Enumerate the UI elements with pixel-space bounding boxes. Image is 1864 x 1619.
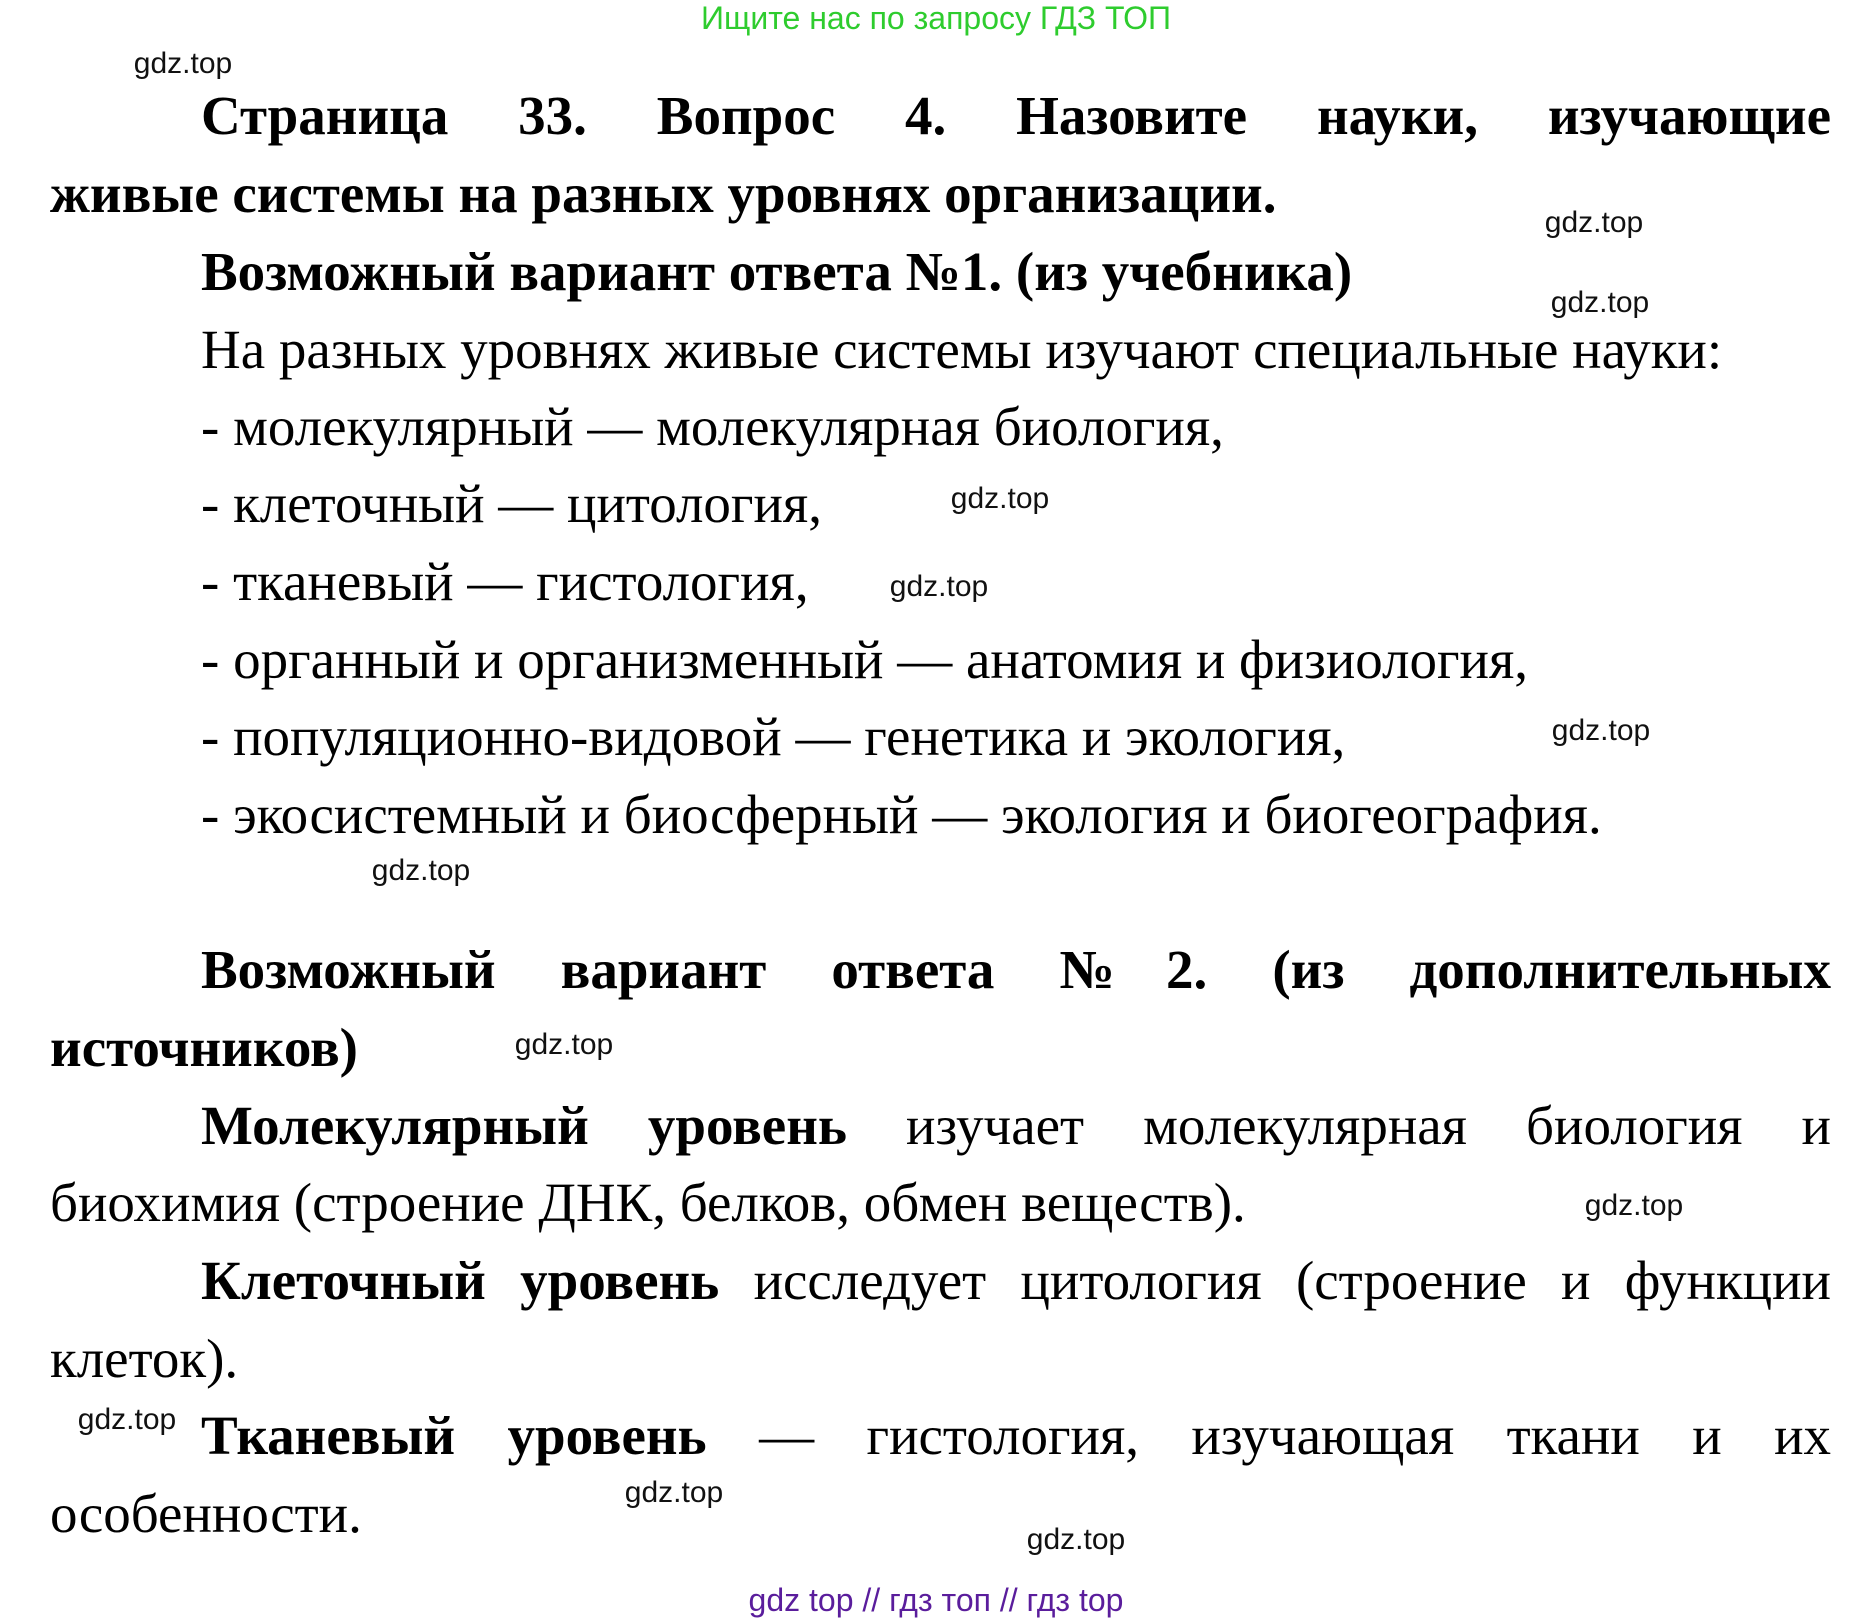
paragraph-text: изучает молекулярная биология и: [846, 1095, 1831, 1156]
paragraph-cellular-cont: клеток).: [50, 1328, 239, 1389]
answer2-heading-line-2: источников): [50, 1017, 358, 1078]
watermark: gdz.top: [624, 1476, 724, 1509]
watermark: gdz.top: [1026, 1523, 1126, 1556]
question-line-1: [201, 86, 1831, 146]
paragraph-molecular: [201, 1096, 1831, 1156]
paragraph-tissue: [201, 1406, 1831, 1466]
list-item: - экосистемный и биосферный — экология и биогеография.: [201, 784, 1602, 845]
question-word: изучающие: [1547, 85, 1832, 146]
watermark: gdz.top: [133, 47, 233, 80]
watermark: gdz.top: [1584, 1189, 1684, 1222]
question-word: науки,: [1316, 85, 1478, 146]
watermark: gdz.top: [1551, 714, 1651, 747]
paragraph-tissue-cont: особенности.: [50, 1483, 362, 1544]
list-item: - тканевый — гистология,: [201, 551, 809, 612]
list-item: - органный и организменный — анатомия и физиология,: [201, 629, 1529, 690]
paragraph-text: исследует цитология (строение и функции: [719, 1250, 1831, 1311]
watermark: gdz.top: [77, 1403, 177, 1436]
watermark: gdz.top: [1544, 206, 1644, 239]
watermark: gdz.top: [889, 570, 989, 603]
list-item: - клеточный — цитология,: [201, 473, 822, 534]
footer-banner: gdz top // гдз топ // гдз top: [748, 1582, 1124, 1618]
list-item: - популяционно-видовой — генетика и экология,: [201, 706, 1346, 767]
list-item: - молекулярный — молекулярная биология,: [201, 396, 1224, 457]
term: Молекулярный уровень: [201, 1095, 847, 1156]
term: Клеточный уровень: [201, 1250, 720, 1311]
paragraph-cellular: [201, 1251, 1831, 1311]
answer1-heading: Возможный вариант ответа №1. (из учебника): [201, 241, 1353, 302]
question-line-2: живые системы на разных уровнях организации.: [50, 163, 1277, 224]
answer2-heading-line-1: Возможный вариант ответа №2. (из дополнительных: [201, 939, 1831, 1000]
answer1-intro: На разных уровнях живые системы изучают специальные науки:: [201, 319, 1723, 380]
watermark: gdz.top: [1550, 286, 1650, 319]
question-label: Страница 33. Вопрос 4.: [201, 85, 947, 146]
watermark: gdz.top: [950, 482, 1050, 515]
term: Тканевый уровень: [201, 1405, 707, 1466]
paragraph-text: — гистология, изучающая ткани и их: [706, 1405, 1832, 1466]
search-banner: Ищите нас по запросу ГДЗ ТОП: [701, 0, 1171, 36]
paragraph-molecular-cont: биохимия (строение ДНК, белков, обмен веществ).: [50, 1172, 1246, 1233]
question-word: Назовите: [1016, 85, 1248, 146]
watermark: gdz.top: [514, 1028, 614, 1061]
watermark: gdz.top: [371, 854, 471, 887]
